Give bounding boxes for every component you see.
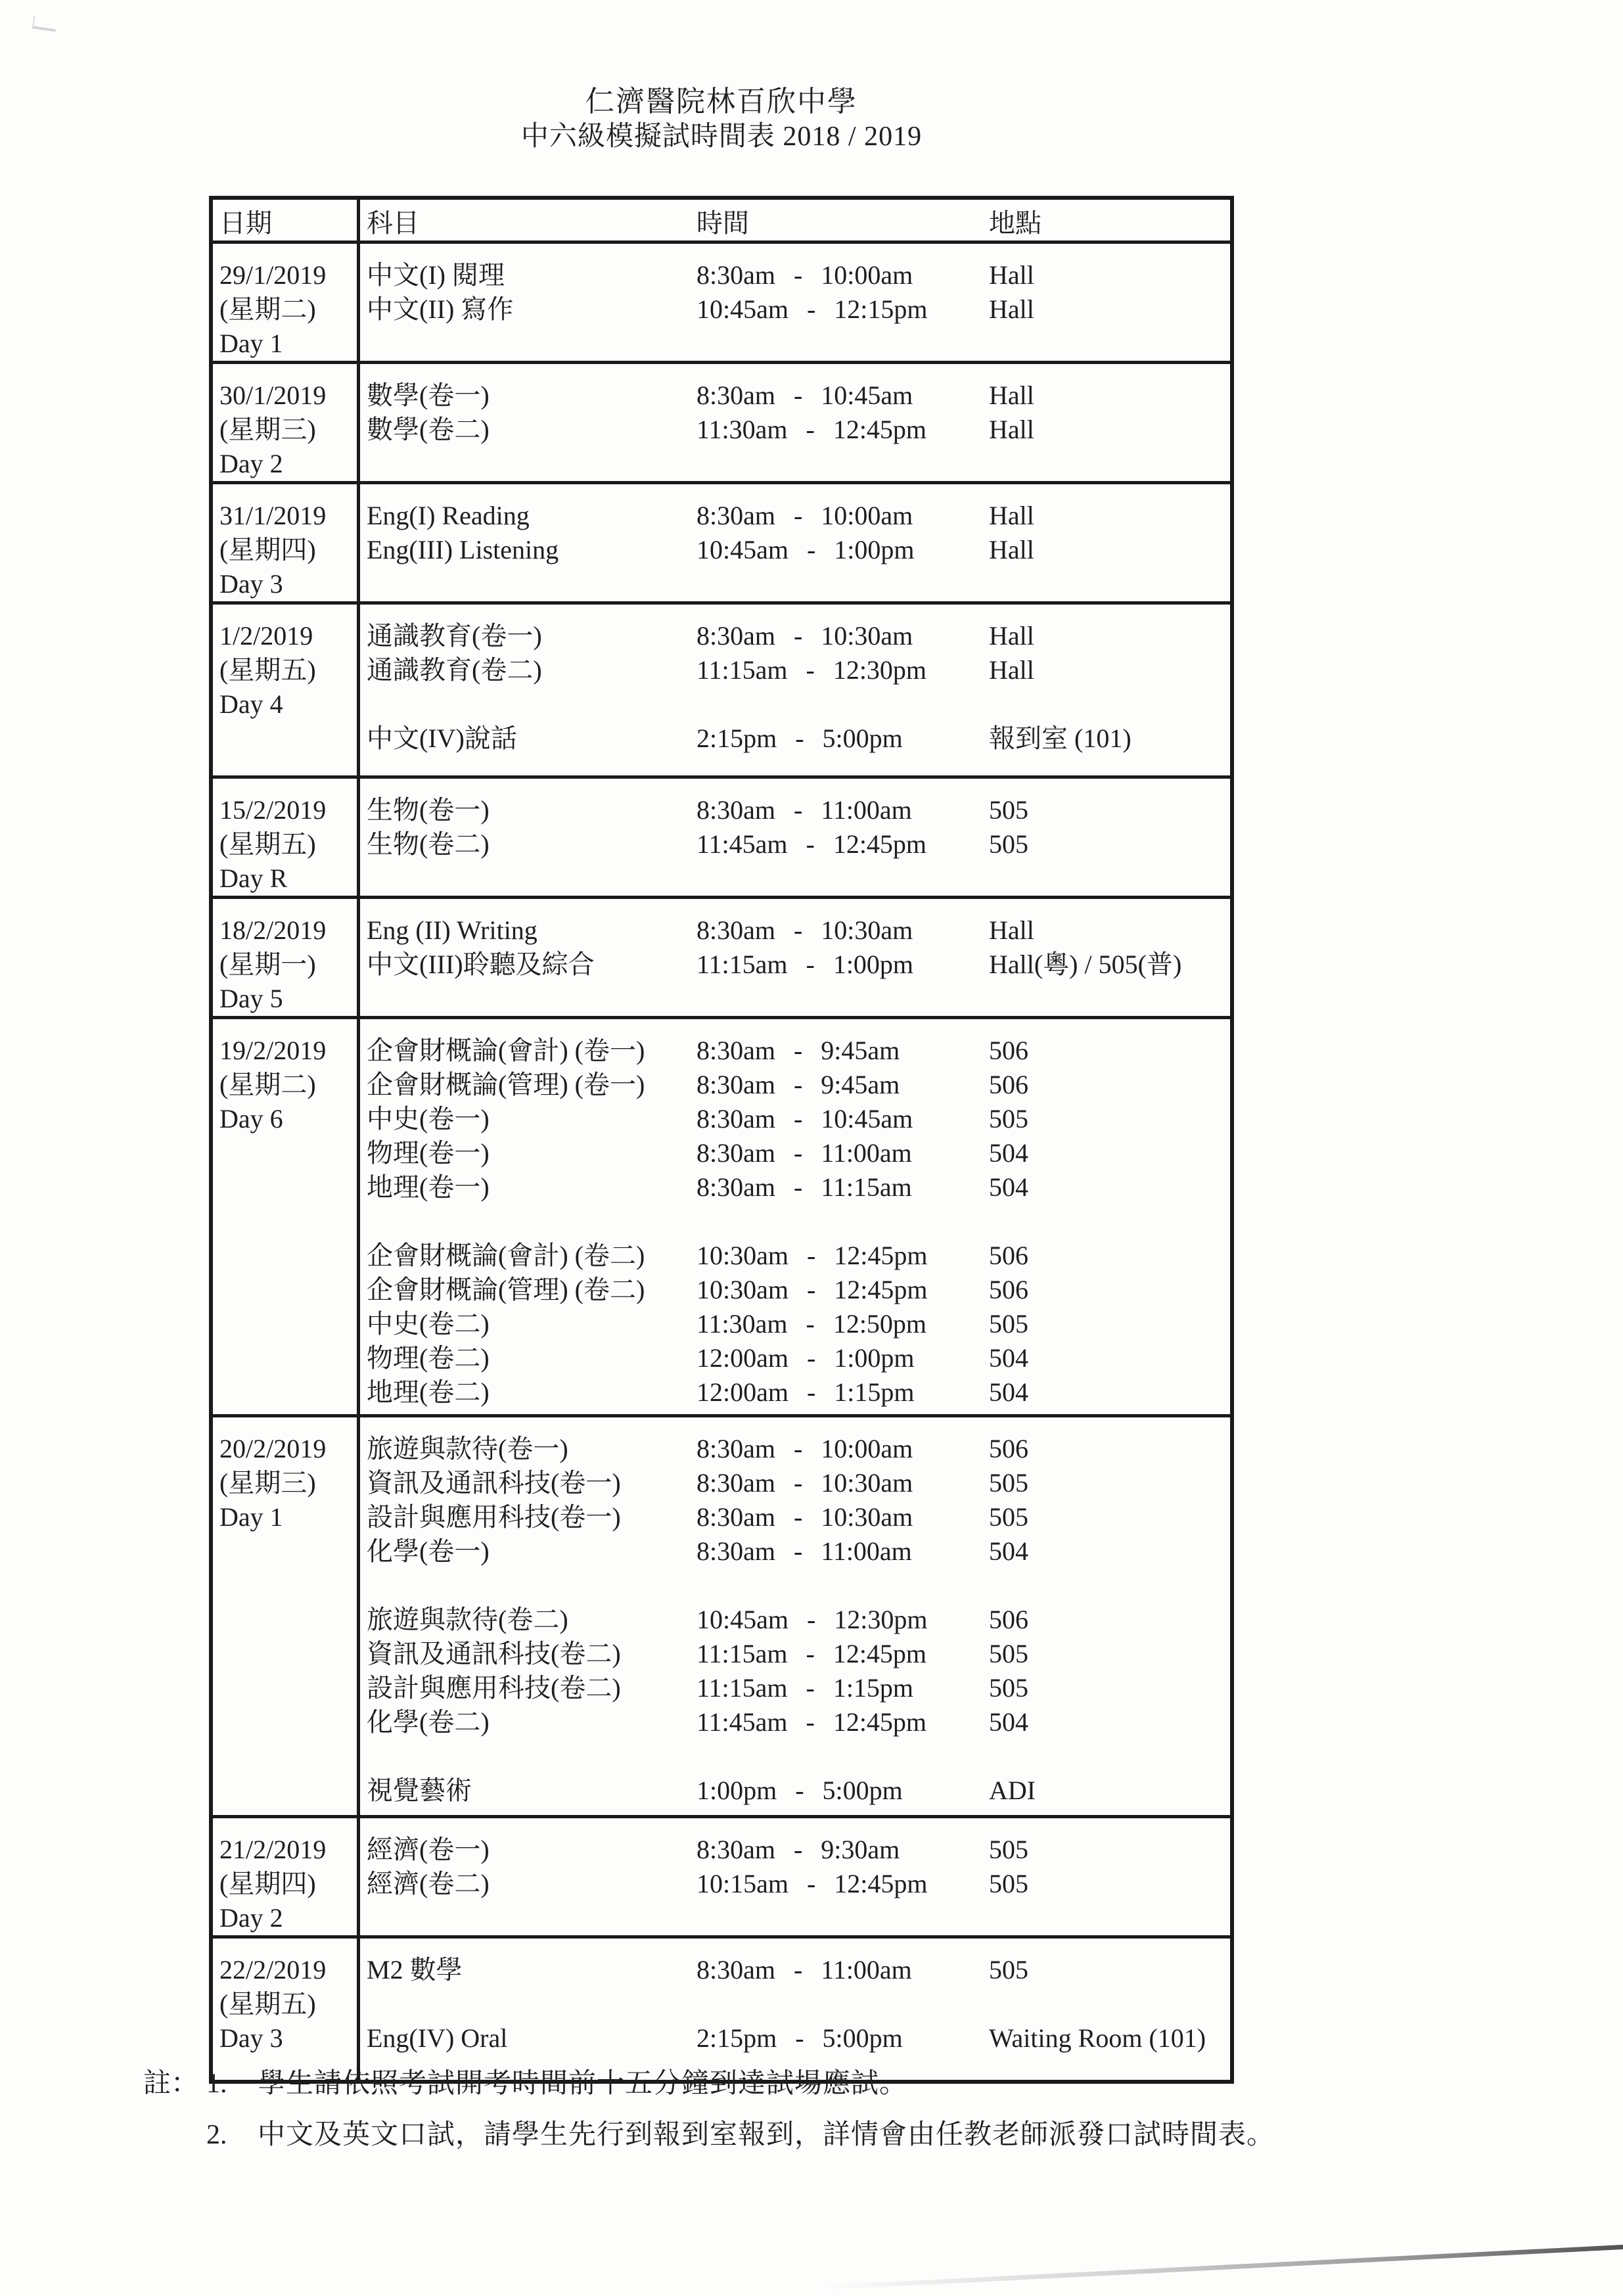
exam-subject: 物理(卷一) bbox=[367, 1138, 490, 1168]
date-line: 1/2/2019 bbox=[219, 621, 313, 651]
exam-time: 8:30am - 10:30am bbox=[697, 915, 913, 945]
exam-line bbox=[360, 533, 1230, 567]
exam-location: Hall bbox=[989, 294, 1034, 324]
exam-subject: 通識教育(卷一) bbox=[367, 621, 542, 651]
table-header-row bbox=[213, 200, 1230, 241]
date-cell bbox=[213, 364, 360, 481]
exam-subject: 化學(卷二) bbox=[367, 1707, 490, 1737]
footnote-1 bbox=[143, 2067, 1275, 2100]
exam-location: 505 bbox=[989, 1502, 1028, 1532]
exam-time: 8:30am - 10:00am bbox=[697, 1434, 913, 1463]
exam-time: 8:30am - 10:30am bbox=[697, 621, 913, 651]
date-line: 18/2/2019 bbox=[219, 915, 327, 945]
exam-subject: M2 數學 bbox=[367, 1955, 463, 1985]
exam-line bbox=[360, 1034, 1230, 1068]
exam-line bbox=[360, 793, 1230, 827]
exam-line bbox=[360, 619, 1230, 653]
exam-lines bbox=[360, 1417, 1230, 1815]
exam-subject bbox=[360, 687, 697, 722]
footnote-text: 學生請依照考試開考時間前十五分鐘到達試場應試。 bbox=[258, 2069, 908, 2099]
date-cell bbox=[213, 1939, 360, 2080]
exam-location: 505 bbox=[989, 829, 1028, 859]
table-row bbox=[213, 1414, 1230, 1815]
exam-line bbox=[360, 948, 1230, 982]
exam-time bbox=[697, 687, 989, 722]
exam-time: 10:30am - 12:45pm bbox=[697, 1275, 928, 1304]
footnote-label: 註： bbox=[143, 2069, 199, 2099]
exam-line bbox=[360, 722, 1230, 756]
exam-location: 504 bbox=[989, 1377, 1028, 1407]
exam-time: 8:30am - 9:30am bbox=[697, 1835, 900, 1864]
date-line: (星期二) bbox=[219, 294, 316, 324]
footnote-label-spacer bbox=[143, 2119, 206, 2151]
exam-line bbox=[360, 1534, 1230, 1569]
exam-location: 505 bbox=[989, 1639, 1028, 1668]
date-cell bbox=[213, 484, 360, 601]
exam-subject: Eng(IV) Oral bbox=[367, 2023, 508, 2053]
exam-location: 505 bbox=[989, 1955, 1028, 1985]
exam-location bbox=[989, 1739, 1230, 1774]
exam-lines bbox=[360, 605, 1230, 775]
exam-location: 報到室 (101) bbox=[989, 723, 1132, 753]
exam-location: Hall bbox=[989, 501, 1034, 530]
exam-lines bbox=[360, 244, 1230, 361]
exam-location: 505 bbox=[989, 1835, 1028, 1864]
exam-time: 10:15am - 12:45pm bbox=[697, 1869, 928, 1898]
table-row bbox=[213, 601, 1230, 775]
table-row bbox=[213, 481, 1230, 601]
exam-time: 11:45am - 12:45pm bbox=[697, 1707, 927, 1737]
exam-location: Hall bbox=[989, 915, 1034, 945]
exam-location: 504 bbox=[989, 1536, 1028, 1566]
exam-time: 12:00am - 1:00pm bbox=[697, 1343, 915, 1373]
exam-time: 8:30am - 9:45am bbox=[697, 1036, 900, 1065]
table-row bbox=[213, 1935, 1230, 2080]
exam-subject: 設計與應用科技(卷二) bbox=[367, 1673, 621, 1703]
exam-time: 12:00am - 1:15pm bbox=[697, 1377, 915, 1407]
exam-time: 8:30am - 11:00am bbox=[697, 1138, 912, 1168]
exam-line bbox=[360, 1500, 1230, 1534]
exam-line bbox=[360, 1375, 1230, 1410]
exam-subject: 中文(II) 寫作 bbox=[367, 294, 514, 324]
date-line: Day 1 bbox=[219, 329, 283, 358]
exam-location: 505 bbox=[989, 1468, 1028, 1498]
exam-line bbox=[360, 1273, 1230, 1307]
exam-subject: Eng (II) Writing bbox=[367, 915, 537, 945]
date-line: Day R bbox=[219, 863, 288, 893]
date-cell bbox=[213, 1019, 360, 1414]
exam-subject: 化學(卷一) bbox=[367, 1536, 490, 1566]
date-line: (星期五) bbox=[219, 655, 316, 685]
exam-location: 504 bbox=[989, 1172, 1028, 1202]
exam-subject bbox=[360, 1987, 697, 2021]
exam-time: 8:30am - 11:00am bbox=[697, 795, 912, 825]
exam-line bbox=[360, 292, 1230, 327]
exam-subject: 企會財概論(會計) (卷一) bbox=[367, 1036, 645, 1065]
exam-time bbox=[697, 1205, 989, 1239]
exam-subject bbox=[360, 1739, 697, 1774]
exam-time: 2:15pm - 5:00pm bbox=[697, 2023, 903, 2053]
exam-location bbox=[989, 1569, 1230, 1603]
exam-location: Waiting Room (101) bbox=[989, 2023, 1206, 2053]
exam-time: 8:30am - 11:15am bbox=[697, 1172, 912, 1202]
date-line: Day 3 bbox=[219, 2023, 283, 2053]
exam-subject: 設計與應用科技(卷一) bbox=[367, 1502, 621, 1532]
date-line: 15/2/2019 bbox=[219, 795, 327, 825]
exam-location: Hall bbox=[989, 535, 1034, 564]
exam-line bbox=[360, 1239, 1230, 1273]
header-line bbox=[360, 206, 1230, 241]
date-line: Day 2 bbox=[219, 1903, 283, 1933]
title-block bbox=[209, 84, 1234, 154]
exam-subject: 經濟(卷二) bbox=[367, 1869, 490, 1898]
exam-time: 10:30am - 12:45pm bbox=[697, 1241, 928, 1270]
exam-time: 11:30am - 12:45pm bbox=[697, 415, 927, 444]
exam-time: 8:30am - 10:30am bbox=[697, 1468, 913, 1498]
table-row bbox=[213, 241, 1230, 361]
exam-line bbox=[360, 827, 1230, 861]
exam-subject: 經濟(卷一) bbox=[367, 1835, 490, 1864]
exam-lines bbox=[360, 779, 1230, 896]
scan-streak-artifact bbox=[819, 2243, 1623, 2290]
exam-subject: 資訊及通訊科技(卷二) bbox=[367, 1639, 621, 1668]
exam-line bbox=[360, 1637, 1230, 1671]
date-line: 22/2/2019 bbox=[219, 1955, 327, 1985]
exam-subject: 生物(卷一) bbox=[367, 795, 490, 825]
footnotes bbox=[143, 2067, 1275, 2170]
exam-location: 506 bbox=[989, 1275, 1028, 1304]
table-row bbox=[213, 361, 1230, 481]
exam-line bbox=[360, 653, 1230, 687]
footnote-text: 中文及英文口試，請學生先行到報到室報到，詳情會由任教老師派發口試時間表。 bbox=[258, 2120, 1275, 2150]
header-time: 時間 bbox=[697, 208, 749, 238]
exam-location bbox=[989, 1205, 1230, 1239]
exam-time: 8:30am - 10:45am bbox=[697, 1104, 913, 1134]
footnote-2 bbox=[143, 2119, 1275, 2151]
exam-time: 11:15am - 12:45pm bbox=[697, 1639, 927, 1668]
exam-time: 8:30am - 9:45am bbox=[697, 1070, 900, 1099]
exam-subject: 企會財概論(會計) (卷二) bbox=[367, 1241, 645, 1270]
exam-subject: Eng(III) Listening bbox=[367, 535, 559, 564]
exam-subject: 通識教育(卷二) bbox=[367, 655, 542, 685]
exam-location: ADI bbox=[989, 1776, 1036, 1805]
exam-time: 10:45am - 12:15pm bbox=[697, 294, 928, 324]
page-subtitle: 中六級模擬試時間表 2018 / 2019 bbox=[520, 122, 923, 152]
blank-line bbox=[360, 1987, 1230, 2021]
blank-line bbox=[360, 687, 1230, 722]
exam-time bbox=[697, 1569, 989, 1603]
date-cell bbox=[213, 244, 360, 361]
exam-time: 11:15am - 1:00pm bbox=[697, 950, 914, 979]
exam-location: 504 bbox=[989, 1138, 1028, 1168]
exam-time: 11:15am - 1:15pm bbox=[697, 1673, 914, 1703]
exam-location: Hall bbox=[989, 415, 1034, 444]
exam-subject: 數學(卷二) bbox=[367, 415, 490, 444]
exam-location: 506 bbox=[989, 1434, 1028, 1463]
exam-location: 504 bbox=[989, 1707, 1028, 1737]
exam-time: 11:45am - 12:45pm bbox=[697, 829, 927, 859]
exam-subject: Eng(I) Reading bbox=[367, 501, 530, 530]
date-line: 30/1/2019 bbox=[219, 380, 327, 410]
exam-subject: 地理(卷一) bbox=[367, 1172, 490, 1202]
exam-lines bbox=[360, 1939, 1230, 2080]
date-line: 19/2/2019 bbox=[219, 1036, 327, 1065]
blank-line bbox=[360, 1739, 1230, 1774]
exam-location: Hall bbox=[989, 621, 1034, 651]
exam-subject: 地理(卷二) bbox=[367, 1377, 490, 1407]
exam-location: 505 bbox=[989, 1309, 1028, 1339]
exam-line bbox=[360, 1136, 1230, 1170]
exam-lines bbox=[360, 899, 1230, 1016]
exam-line bbox=[360, 1671, 1230, 1705]
table-row bbox=[213, 775, 1230, 896]
exam-subject: 中文(III)聆聽及綜合 bbox=[367, 950, 595, 979]
exam-line bbox=[360, 1953, 1230, 1987]
exam-subject: 中史(卷二) bbox=[367, 1309, 490, 1339]
exam-subject: 中史(卷一) bbox=[367, 1104, 490, 1134]
exam-time: 10:45am - 12:30pm bbox=[697, 1605, 928, 1634]
exam-location: 506 bbox=[989, 1241, 1028, 1270]
exam-location bbox=[989, 1987, 1230, 2021]
exam-line bbox=[360, 1432, 1230, 1466]
exam-lines bbox=[360, 1818, 1230, 1935]
exam-line bbox=[360, 1068, 1230, 1102]
exam-time: 8:30am - 10:45am bbox=[697, 380, 913, 410]
exam-line bbox=[360, 1466, 1230, 1500]
exam-time bbox=[697, 1987, 989, 2021]
date-line: (星期三) bbox=[219, 415, 316, 444]
header-date: 日期 bbox=[213, 200, 360, 241]
exam-time: 2:15pm - 5:00pm bbox=[697, 723, 903, 753]
date-line: Day 1 bbox=[219, 1502, 283, 1532]
exam-location: 505 bbox=[989, 1869, 1028, 1898]
date-cell bbox=[213, 1417, 360, 1815]
exam-line bbox=[360, 258, 1230, 292]
table-row bbox=[213, 896, 1230, 1016]
exam-line bbox=[360, 379, 1230, 413]
exam-location: 505 bbox=[989, 795, 1028, 825]
exam-time bbox=[697, 1739, 989, 1774]
exam-subject: 旅遊與款待(卷一) bbox=[367, 1434, 568, 1463]
exam-location: Hall(粵) / 505(普) bbox=[989, 950, 1182, 979]
exam-subject: 中文(IV)說話 bbox=[367, 723, 517, 753]
exam-line bbox=[360, 1341, 1230, 1375]
exam-lines bbox=[360, 364, 1230, 481]
date-line: (星期一) bbox=[219, 950, 316, 979]
exam-time: 8:30am - 10:30am bbox=[697, 1502, 913, 1532]
date-line: Day 3 bbox=[219, 569, 283, 599]
exam-line bbox=[360, 1867, 1230, 1901]
exam-location: 505 bbox=[989, 1104, 1028, 1134]
footnote-number: 1. bbox=[206, 2069, 227, 2099]
exam-location: 504 bbox=[989, 1343, 1028, 1373]
exam-line bbox=[360, 499, 1230, 533]
date-line: (星期二) bbox=[219, 1070, 316, 1099]
exam-subject bbox=[360, 1569, 697, 1603]
exam-line bbox=[360, 1170, 1230, 1205]
table-row bbox=[213, 1815, 1230, 1935]
header-location: 地點 bbox=[989, 208, 1041, 238]
date-line: 20/2/2019 bbox=[219, 1434, 327, 1463]
exam-line bbox=[360, 1833, 1230, 1867]
date-cell bbox=[213, 1818, 360, 1935]
exam-line bbox=[360, 1307, 1230, 1341]
exam-time: 8:30am - 11:00am bbox=[697, 1955, 912, 1985]
date-cell bbox=[213, 605, 360, 775]
date-cell bbox=[213, 779, 360, 896]
date-line: 21/2/2019 bbox=[219, 1835, 327, 1864]
exam-location bbox=[989, 687, 1230, 722]
exam-line bbox=[360, 413, 1230, 447]
exam-lines bbox=[360, 484, 1230, 601]
exam-subject bbox=[360, 1205, 697, 1239]
date-line: (星期五) bbox=[219, 829, 316, 859]
exam-line bbox=[360, 1774, 1230, 1808]
exam-time: 10:45am - 1:00pm bbox=[697, 535, 915, 564]
date-line: 29/1/2019 bbox=[219, 260, 327, 290]
date-cell bbox=[213, 899, 360, 1016]
exam-time: 8:30am - 11:00am bbox=[697, 1536, 912, 1566]
exam-location: Hall bbox=[989, 380, 1034, 410]
exam-location: 506 bbox=[989, 1605, 1028, 1634]
exam-timetable-table bbox=[209, 196, 1234, 2084]
exam-line bbox=[360, 913, 1230, 948]
exam-time: 11:30am - 12:50pm bbox=[697, 1309, 927, 1339]
exam-time: 1:00pm - 5:00pm bbox=[697, 1776, 903, 1805]
blank-line bbox=[360, 1569, 1230, 1603]
exam-subject: 資訊及通訊科技(卷一) bbox=[367, 1468, 621, 1498]
exam-time: 11:15am - 12:30pm bbox=[697, 655, 927, 685]
blank-line bbox=[360, 1205, 1230, 1239]
page-title: 仁濟醫院林百欣中學 bbox=[585, 85, 857, 118]
exam-subject: 旅遊與款待(卷二) bbox=[367, 1605, 568, 1634]
exam-line bbox=[360, 1603, 1230, 1637]
exam-location: Hall bbox=[989, 260, 1034, 290]
exam-subject: 中文(I) 閱理 bbox=[367, 260, 505, 290]
date-line: Day 6 bbox=[219, 1104, 283, 1134]
exam-location: 506 bbox=[989, 1070, 1028, 1099]
table-body bbox=[213, 241, 1230, 2080]
exam-lines bbox=[360, 1019, 1230, 1414]
date-line: Day 4 bbox=[219, 689, 283, 719]
header-subject: 科目 bbox=[367, 208, 419, 238]
exam-line bbox=[360, 2021, 1230, 2055]
exam-time: 8:30am - 10:00am bbox=[697, 260, 913, 290]
date-line: (星期四) bbox=[219, 535, 316, 564]
exam-time: 8:30am - 10:00am bbox=[697, 501, 913, 530]
date-line: Day 2 bbox=[219, 449, 283, 478]
exam-location: 506 bbox=[989, 1036, 1028, 1065]
exam-subject: 數學(卷一) bbox=[367, 380, 490, 410]
date-line: Day 5 bbox=[219, 984, 283, 1013]
date-line: (星期三) bbox=[219, 1468, 316, 1498]
exam-line bbox=[360, 1102, 1230, 1136]
date-line: (星期五) bbox=[219, 1989, 316, 2019]
exam-subject: 企會財概論(管理) (卷一) bbox=[367, 1070, 645, 1099]
table-row bbox=[213, 1016, 1230, 1414]
exam-subject: 物理(卷二) bbox=[367, 1343, 490, 1373]
date-line: (星期四) bbox=[219, 1869, 316, 1898]
exam-subject: 生物(卷二) bbox=[367, 829, 490, 859]
footnote-number: 2. bbox=[206, 2120, 227, 2150]
exam-subject: 視覺藝術 bbox=[367, 1776, 472, 1805]
exam-location: Hall bbox=[989, 655, 1034, 685]
exam-subject: 企會財概論(管理) (卷二) bbox=[367, 1275, 645, 1304]
exam-line bbox=[360, 1705, 1230, 1739]
date-line: 31/1/2019 bbox=[219, 501, 327, 530]
scan-artifact-mark bbox=[32, 16, 57, 32]
exam-location: 505 bbox=[989, 1673, 1028, 1703]
